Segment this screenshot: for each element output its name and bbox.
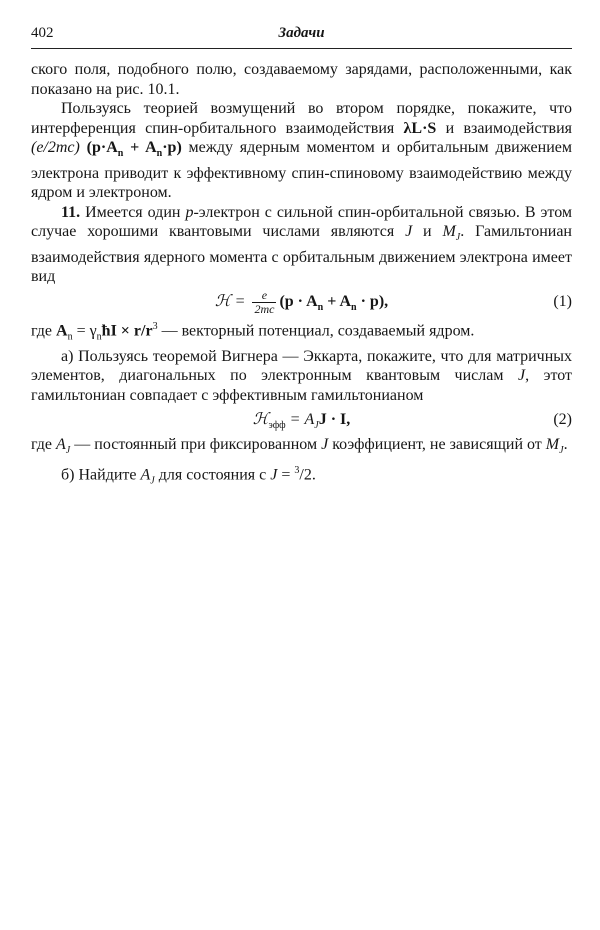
- lambda-ls-term: λL·S: [403, 119, 437, 137]
- equation-1-formula: ℋ = $\frac{e}{2mc}$ $(p \cdot A_n + A_n \cdot p)$,: [214, 287, 389, 316]
- problem-11: 11. Имеется один p-электрон с сильной спин-орбитальной связью. В этом случае хорошими квантовыми числами являются J и $M_J$. Гамильтониан взаимодействия ядерного момента с орбитальным движением электрона имеет вид: [31, 203, 573, 286]
- page-body: [31, 60, 572, 491]
- page-header: [31, 25, 572, 49]
- fraction-e-2mc: $\frac{e}{2mc}$: [254, 287, 275, 316]
- equation-2-formula: ℋ$_{эфф}$ = $A_JJ \cdot I$,: [252, 411, 351, 432]
- problem-11b: б) Найдите $A_J$ для состояния с J = $^3$/2.: [61, 465, 316, 487]
- vector-potential-definition: где $A_n$ = $\gamma_nħI \times r/r^3$ — векторный потенциал, создаваемый ядром.: [31, 320, 475, 343]
- paragraph-perturbation: Пользуясь теорией возмущений во втором порядке, покажите, что интерференция спин-орбитального взаимодействия λL·S и взаимодействия (e/2mc) $(p\cdot A_n + A_n\cdot p)$ между ядерным моментом и орбитальным движением электрона приводит к эффективному спин-спиновому взаимодействию между ядром и электроном.: [31, 100, 573, 202]
- equation-1: [31, 287, 572, 317]
- problem-number: 11.: [61, 203, 81, 221]
- running-title: Задачи: [278, 25, 325, 41]
- equation-2: [31, 405, 572, 435]
- equation-2-number: (2): [553, 411, 572, 429]
- page-number: 402: [31, 25, 54, 41]
- coefficient-definition: где $A_J$ — постоянный при фиксированном J коэффициент, не зависящий от $M_J$.: [31, 436, 568, 457]
- equation-1-number: (1): [553, 292, 572, 310]
- paragraph-continuation: ского поля, подобного полю, создаваемому зарядами, расположенными, как показано на рис. 10.1.: [31, 61, 572, 98]
- problem-11a: а) Пользуясь теоремой Вигнера — Эккарта, покажите, что для матричных элементов, диагональных по электронным квантовым числам J, этот гамильтониан совпадает с эффективным гамильтонианом: [31, 347, 573, 404]
- header-rule: [31, 48, 572, 49]
